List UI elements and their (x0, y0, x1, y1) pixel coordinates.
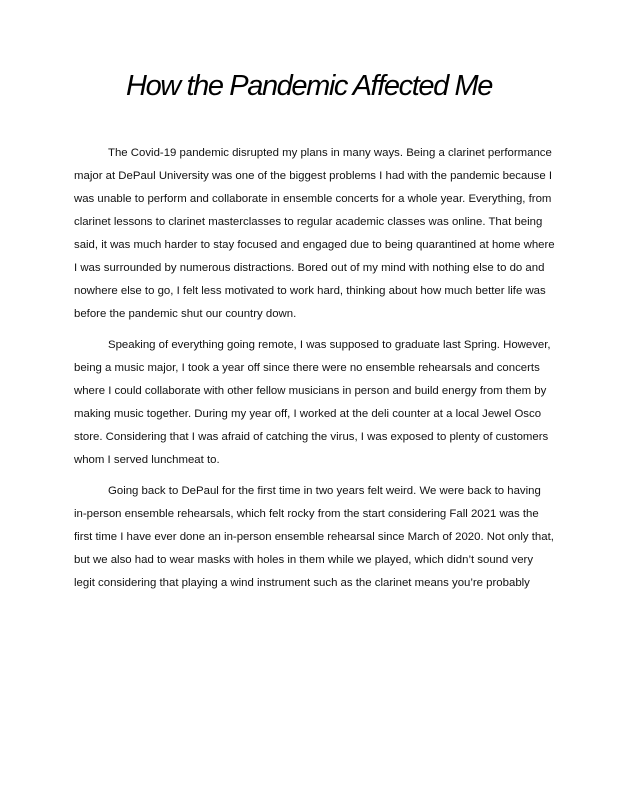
paragraph-line: Speaking of everything going remote, I was supposed to graduate last Spring. However, (108, 339, 551, 351)
paragraph-line: Going back to DePaul for the first time in two years felt weird. We were back to having (108, 485, 541, 497)
paragraph-2 (74, 334, 550, 472)
document-title: How the Pandemic Affected Me (126, 70, 492, 102)
paragraph-line: where I could collaborate with other fellow musicians in person and build energy from them by (74, 385, 547, 397)
document-body (74, 142, 555, 603)
paragraph-line: whom I served lunchmeat to. (74, 454, 220, 466)
paragraph-line: making music together. During my year off, I worked at the deli counter at a local Jewel Osco (74, 408, 542, 420)
paragraph-line: being a music major, I took a year off since there were no ensemble rehearsals and concerts (74, 362, 540, 374)
paragraph-line: said, it was much harder to stay focused and engaged due to being quarantined at home where (74, 239, 555, 251)
paragraph-line: but we also had to wear masks with holes in them while we played, which didn’t sound very (74, 554, 534, 566)
paragraph-line: major at DePaul University was one of the biggest problems I had with the pandemic because I (74, 170, 553, 182)
paragraph-line: before the pandemic shut our country down. (74, 308, 297, 320)
paragraph-line: was unable to perform and collaborate in ensemble concerts for a whole year. Everything, from (74, 193, 552, 205)
paragraph-line: nowhere else to go, I felt less motivated to work hard, thinking about how much better life was (74, 285, 546, 297)
paragraph-line: The Covid-19 pandemic disrupted my plans in many ways. Being a clarinet performance (108, 147, 552, 159)
paragraph-3 (74, 480, 554, 595)
paragraph-line: legit considering that playing a wind instrument such as the clarinet means you’re probably (74, 577, 530, 589)
paragraph-line: I was surrounded by numerous distractions. Bored out of my mind with nothing else to do and (74, 262, 545, 274)
paragraph-line: first time I have ever done an in-person ensemble rehearsal since March of 2020. Not only that, (74, 531, 554, 543)
paragraph-line: in-person ensemble rehearsals, which felt rocky from the start considering Fall 2021 was the (74, 508, 539, 520)
paragraph-line: clarinet lessons to clarinet masterclasses to regular academic classes was online. That being (74, 216, 543, 228)
paragraph-1 (74, 142, 555, 326)
paragraph-line: store. Considering that I was afraid of catching the virus, I was exposed to plenty of customers (74, 431, 549, 443)
